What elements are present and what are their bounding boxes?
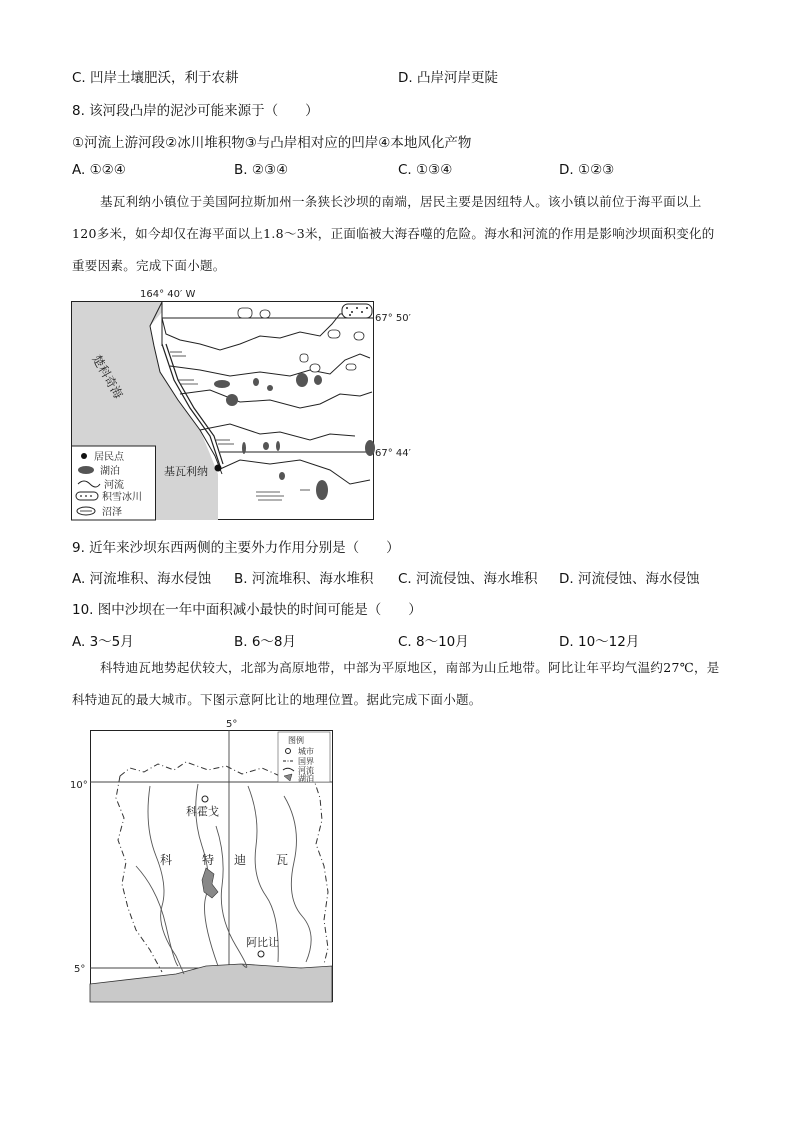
q10-option-b: B. 6～8月 <box>234 634 297 650</box>
q9-options <box>72 567 752 587</box>
q10-option-a: A. 3～5月 <box>72 634 134 650</box>
map1-legend-glacier: 积雪冰川 <box>102 492 142 503</box>
q10-stem: 10. 图中沙坝在一年中面积减小最快的时间可能是（ ） <box>72 602 422 618</box>
legend-city-icon <box>286 749 291 754</box>
q8-items: ①河流上游河段②冰川堆积物③与凸岸相对应的凹岸④本地风化产物 <box>72 135 472 151</box>
map2-legend-title: 图例 <box>288 736 304 745</box>
q10-options <box>72 630 752 650</box>
q7-options <box>72 66 752 86</box>
q8-options <box>72 162 752 182</box>
map2-latitude-bottom: 5° <box>74 964 86 975</box>
q8-stem: 8. 该河段凸岸的泥沙可能来源于（ ） <box>72 103 319 119</box>
map2-country-char-1: 科 <box>160 853 173 867</box>
map2-legend-river: 河流 <box>298 766 314 775</box>
map1-legend-settlement: 居民点 <box>94 452 124 463</box>
passage-kivalina: 基瓦利纳小镇位于美国阿拉斯加州一条狭长沙坝的南端，居民主要是因纽特人。该小镇以前位于海平面以上120多米，如今却仅在海平面以上1.8～3米，正面临被大海吞噬的危险。海水和河流的作用是影响沙坝面积变化的重要因素。完成下面小题。 <box>72 194 715 273</box>
map2-country-char-4: 瓦 <box>276 853 289 867</box>
q9-stem: 9. 近年来沙坝东西两侧的主要外力作用分别是（ ） <box>72 540 400 556</box>
q9-option-d: D. 河流侵蚀、海水侵蚀 <box>559 571 700 587</box>
legend-lake-icon <box>78 466 94 474</box>
map1-legend-river: 河流 <box>104 480 124 491</box>
map2-city-abidjan <box>258 951 264 957</box>
map2-country-char-3: 迪 <box>234 853 247 867</box>
map1-latitude-bottom: 67° 44′ <box>375 448 411 459</box>
q8-option-a: A. ①②④ <box>72 162 126 178</box>
q7-option-d: D. 凸岸河岸更陡 <box>398 70 498 86</box>
map2-latitude-top: 10° <box>70 780 88 791</box>
q9-option-b: B. 河流堆积、海水堆积 <box>234 571 374 587</box>
passage-cote-divoire: 科特迪瓦地势起伏较大，北部为高原地带，中部为平原地区，南部为山丘地带。阿比让年平均气温约27℃，是科特迪瓦的最大城市。下图示意阿比让的地理位置。据此完成下面小题。 <box>72 660 720 707</box>
map2-legend-lake: 湖泊 <box>298 774 314 783</box>
map-kivalina <box>70 284 415 522</box>
map1-town-marker <box>215 465 222 472</box>
legend-glacier-icon <box>76 492 98 500</box>
q10-option-c: C. 8～10月 <box>398 634 469 650</box>
legend-settlement-icon <box>81 453 87 459</box>
map2-city-korhogo-label: 科霍戈 <box>186 805 219 818</box>
q7-option-c: C. 凹岸土壤肥沃，利于农耕 <box>72 70 239 86</box>
q8-option-d: D. ①②③ <box>559 162 615 178</box>
q10-option-d: D. 10～12月 <box>559 634 640 650</box>
q8-option-b: B. ②③④ <box>234 162 289 178</box>
map1-longitude-label: 164° 40′ W <box>140 289 196 300</box>
map-abidjan <box>66 716 336 1006</box>
map2-legend-border: 国界 <box>298 757 314 766</box>
q9-option-c: C. 河流侵蚀、海水堆积 <box>398 571 538 587</box>
map1-town-label: 基瓦利纳 <box>164 465 208 478</box>
map2-country-char-2: 特 <box>202 853 215 867</box>
map1-sea-label: 楚科奇海 <box>89 352 126 402</box>
q9-option-a: A. 河流堆积、海水侵蚀 <box>72 571 212 587</box>
map2-city-korhogo <box>202 796 208 802</box>
q8-option-c: C. ①③④ <box>398 162 453 178</box>
map1-legend-lake: 湖泊 <box>100 466 120 477</box>
map2-longitude-label: 5° <box>226 719 238 730</box>
map2-legend-city: 城市 <box>298 747 314 756</box>
map1-legend-marsh: 沼泽 <box>102 507 122 518</box>
map1-latitude-top: 67° 50′ <box>375 313 411 324</box>
map2-city-abidjan-label: 阿比让 <box>246 936 279 949</box>
